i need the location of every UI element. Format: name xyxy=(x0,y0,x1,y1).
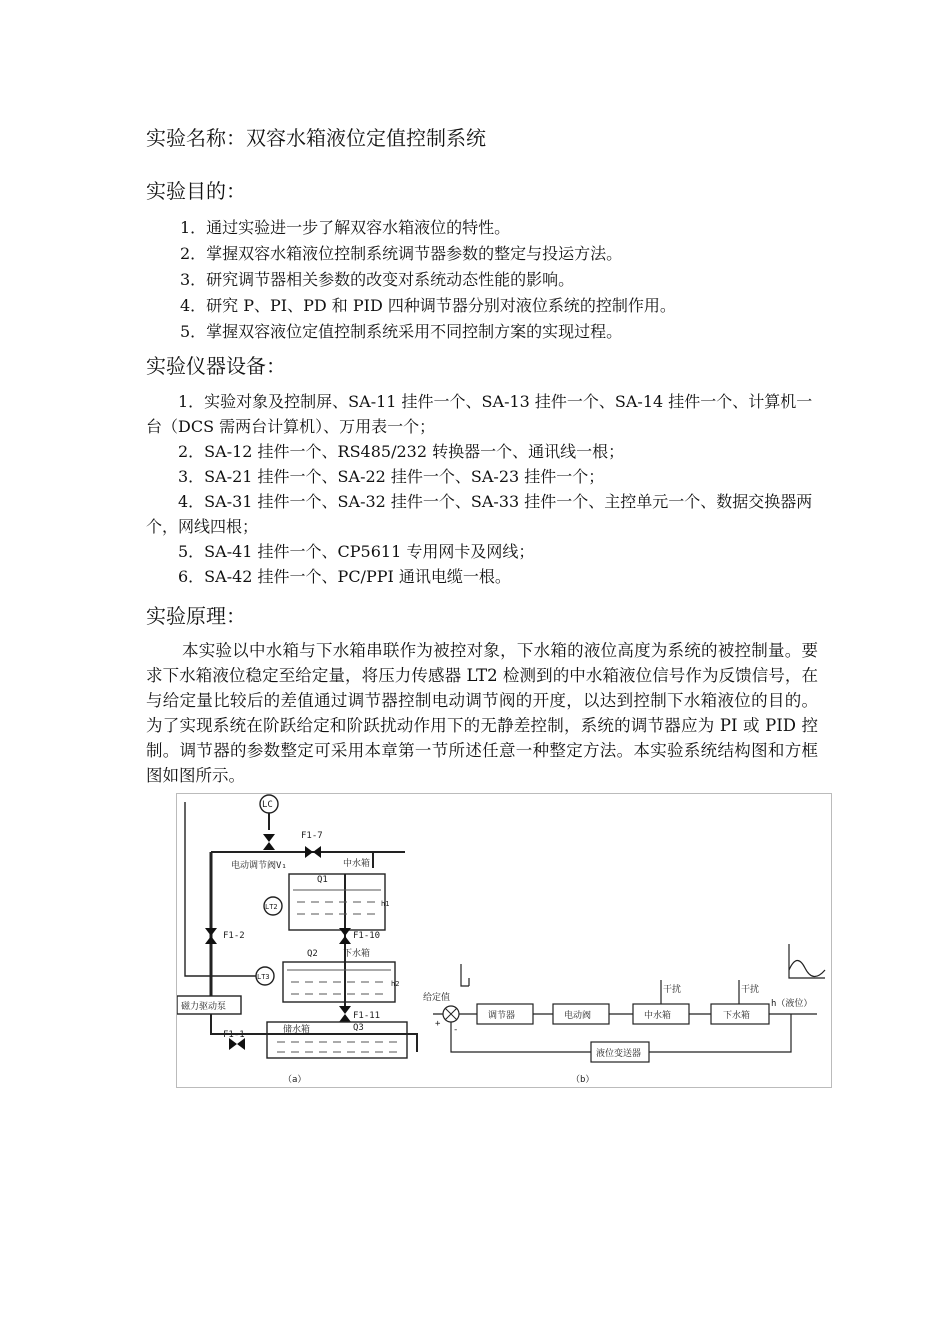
h2-label: h2 xyxy=(391,980,400,988)
store-tank-water xyxy=(277,1042,399,1052)
figure-svg xyxy=(177,794,831,1087)
f111-label: F1-11 xyxy=(353,1011,381,1021)
mid-tank-box-label: 中水箱 xyxy=(644,1011,672,1021)
goal-item: 4．研究 P、PI、PD 和 PID 四种调节器分别对液位系统的控制作用。 xyxy=(180,296,676,315)
plus-label: + xyxy=(435,1019,441,1029)
valve-label: 电动调节阀V₁ xyxy=(231,861,287,871)
minus-label: - xyxy=(453,1025,459,1035)
disturbance-2-label: 干扰 xyxy=(741,985,760,995)
valve-f12-icon xyxy=(205,928,217,944)
goal-item: 2．掌握双容水箱液位控制系统调节器参数的整定与投运方法。 xyxy=(180,244,623,263)
valve-f17-icon xyxy=(305,846,321,858)
equipment-item: 4．SA-31 挂件一个、SA-32 挂件一个、SA-33 挂件一个、主控单元一个、数据交换器两个，网线四根； xyxy=(146,492,813,536)
q2-label: Q2 xyxy=(307,949,318,959)
f12-label: F1-2 xyxy=(223,931,245,941)
goal-item: 5．掌握双容液位定值控制系统采用不同控制方案的实现过程。 xyxy=(180,322,623,341)
equipment-item: 1．实验对象及控制屏、SA-11 挂件一个、SA-13 挂件一个、SA-14 挂件一个、计算机一台（DCS 需两台计算机）、万用表一个； xyxy=(146,392,813,436)
mid-tank-water xyxy=(293,890,381,914)
h1-label: h1 xyxy=(381,900,390,908)
goal-list xyxy=(180,215,676,345)
f17-label: F1-7 xyxy=(301,831,323,841)
output-label: h（液位） xyxy=(771,999,813,1009)
equipment-heading: 实验仪器设备： xyxy=(146,354,286,378)
store-tank-label: 储水箱 xyxy=(283,1025,311,1035)
goal-heading: 实验目的： xyxy=(146,179,246,203)
q1-label: Q1 xyxy=(317,875,328,885)
goal-item: 1．通过实验进一步了解双容水箱液位的特性。 xyxy=(180,218,511,237)
principle-heading: 实验原理： xyxy=(146,604,246,628)
equipment-item: 2．SA-12 挂件一个、RS485/232 转换器一个、通讯线一根； xyxy=(178,442,625,461)
controller-label: 调节器 xyxy=(488,1011,516,1021)
low-tank-box-label: 下水箱 xyxy=(723,1011,751,1021)
equipment-item: 5．SA-41 挂件一个、CP5611 专用网卡及网线； xyxy=(178,542,535,561)
equipment-item: 3．SA-21 挂件一个、SA-22 挂件一个、SA-23 挂件一个； xyxy=(178,467,605,486)
disturbance-1-label: 干扰 xyxy=(663,985,682,995)
equipment-item: 6．SA-42 挂件一个、PC/PPI 通讯电缆一根。 xyxy=(178,567,511,586)
control-valve-icon xyxy=(263,834,275,850)
caption-b: （b） xyxy=(571,1075,595,1085)
lt2-label: LT2 xyxy=(265,903,278,911)
lc-label: LC xyxy=(262,800,273,810)
system-figure xyxy=(176,793,832,1088)
sensor-label: 液位变送器 xyxy=(596,1049,642,1059)
setpoint-label: 给定值 xyxy=(423,993,451,1003)
pump-label: 磁力驱动泵 xyxy=(181,1002,227,1012)
equipment-list xyxy=(146,389,818,589)
goal-item: 3．研究调节器相关参数的改变对系统动态性能的影响。 xyxy=(180,270,575,289)
f11-label: F1-1 xyxy=(223,1030,245,1040)
figure-b-lines xyxy=(433,944,825,1052)
lt3-label: LT3 xyxy=(257,973,270,981)
caption-a: （a） xyxy=(283,1075,307,1085)
principle-paragraph: 本实验以中水箱与下水箱串联作为被控对象，下水箱的液位高度为系统的被控制量。要求下水箱液位稳定至给定量，将压力传感器 LT2 检测到的中水箱液位信号作为反馈信号，在与给定量比较后的差值通过调节器控制电动调节阀的开度，以达到控制下水箱液位的目的。为了实现系统在阶跃给定和阶跃扰动作用下的无静差控制，系统的调节器应为 PI 或 PID 控制。调节器的参数整定可采用本章第一节所述任意一种整定方法。本实验系统结构图和方框图如图所示。 xyxy=(146,641,818,785)
f110-label: F1-10 xyxy=(353,931,381,941)
low-tank-label: 下水箱 xyxy=(343,949,371,959)
experiment-title: 实验名称：双容水箱液位定值控制系统 xyxy=(146,126,486,150)
valve-f111-icon xyxy=(339,1006,351,1022)
low-tank-water xyxy=(287,970,391,994)
valve-box-label: 电动阀 xyxy=(564,1011,592,1021)
mid-tank-label: 中水箱 xyxy=(343,859,371,869)
q3-label: Q3 xyxy=(353,1023,364,1033)
